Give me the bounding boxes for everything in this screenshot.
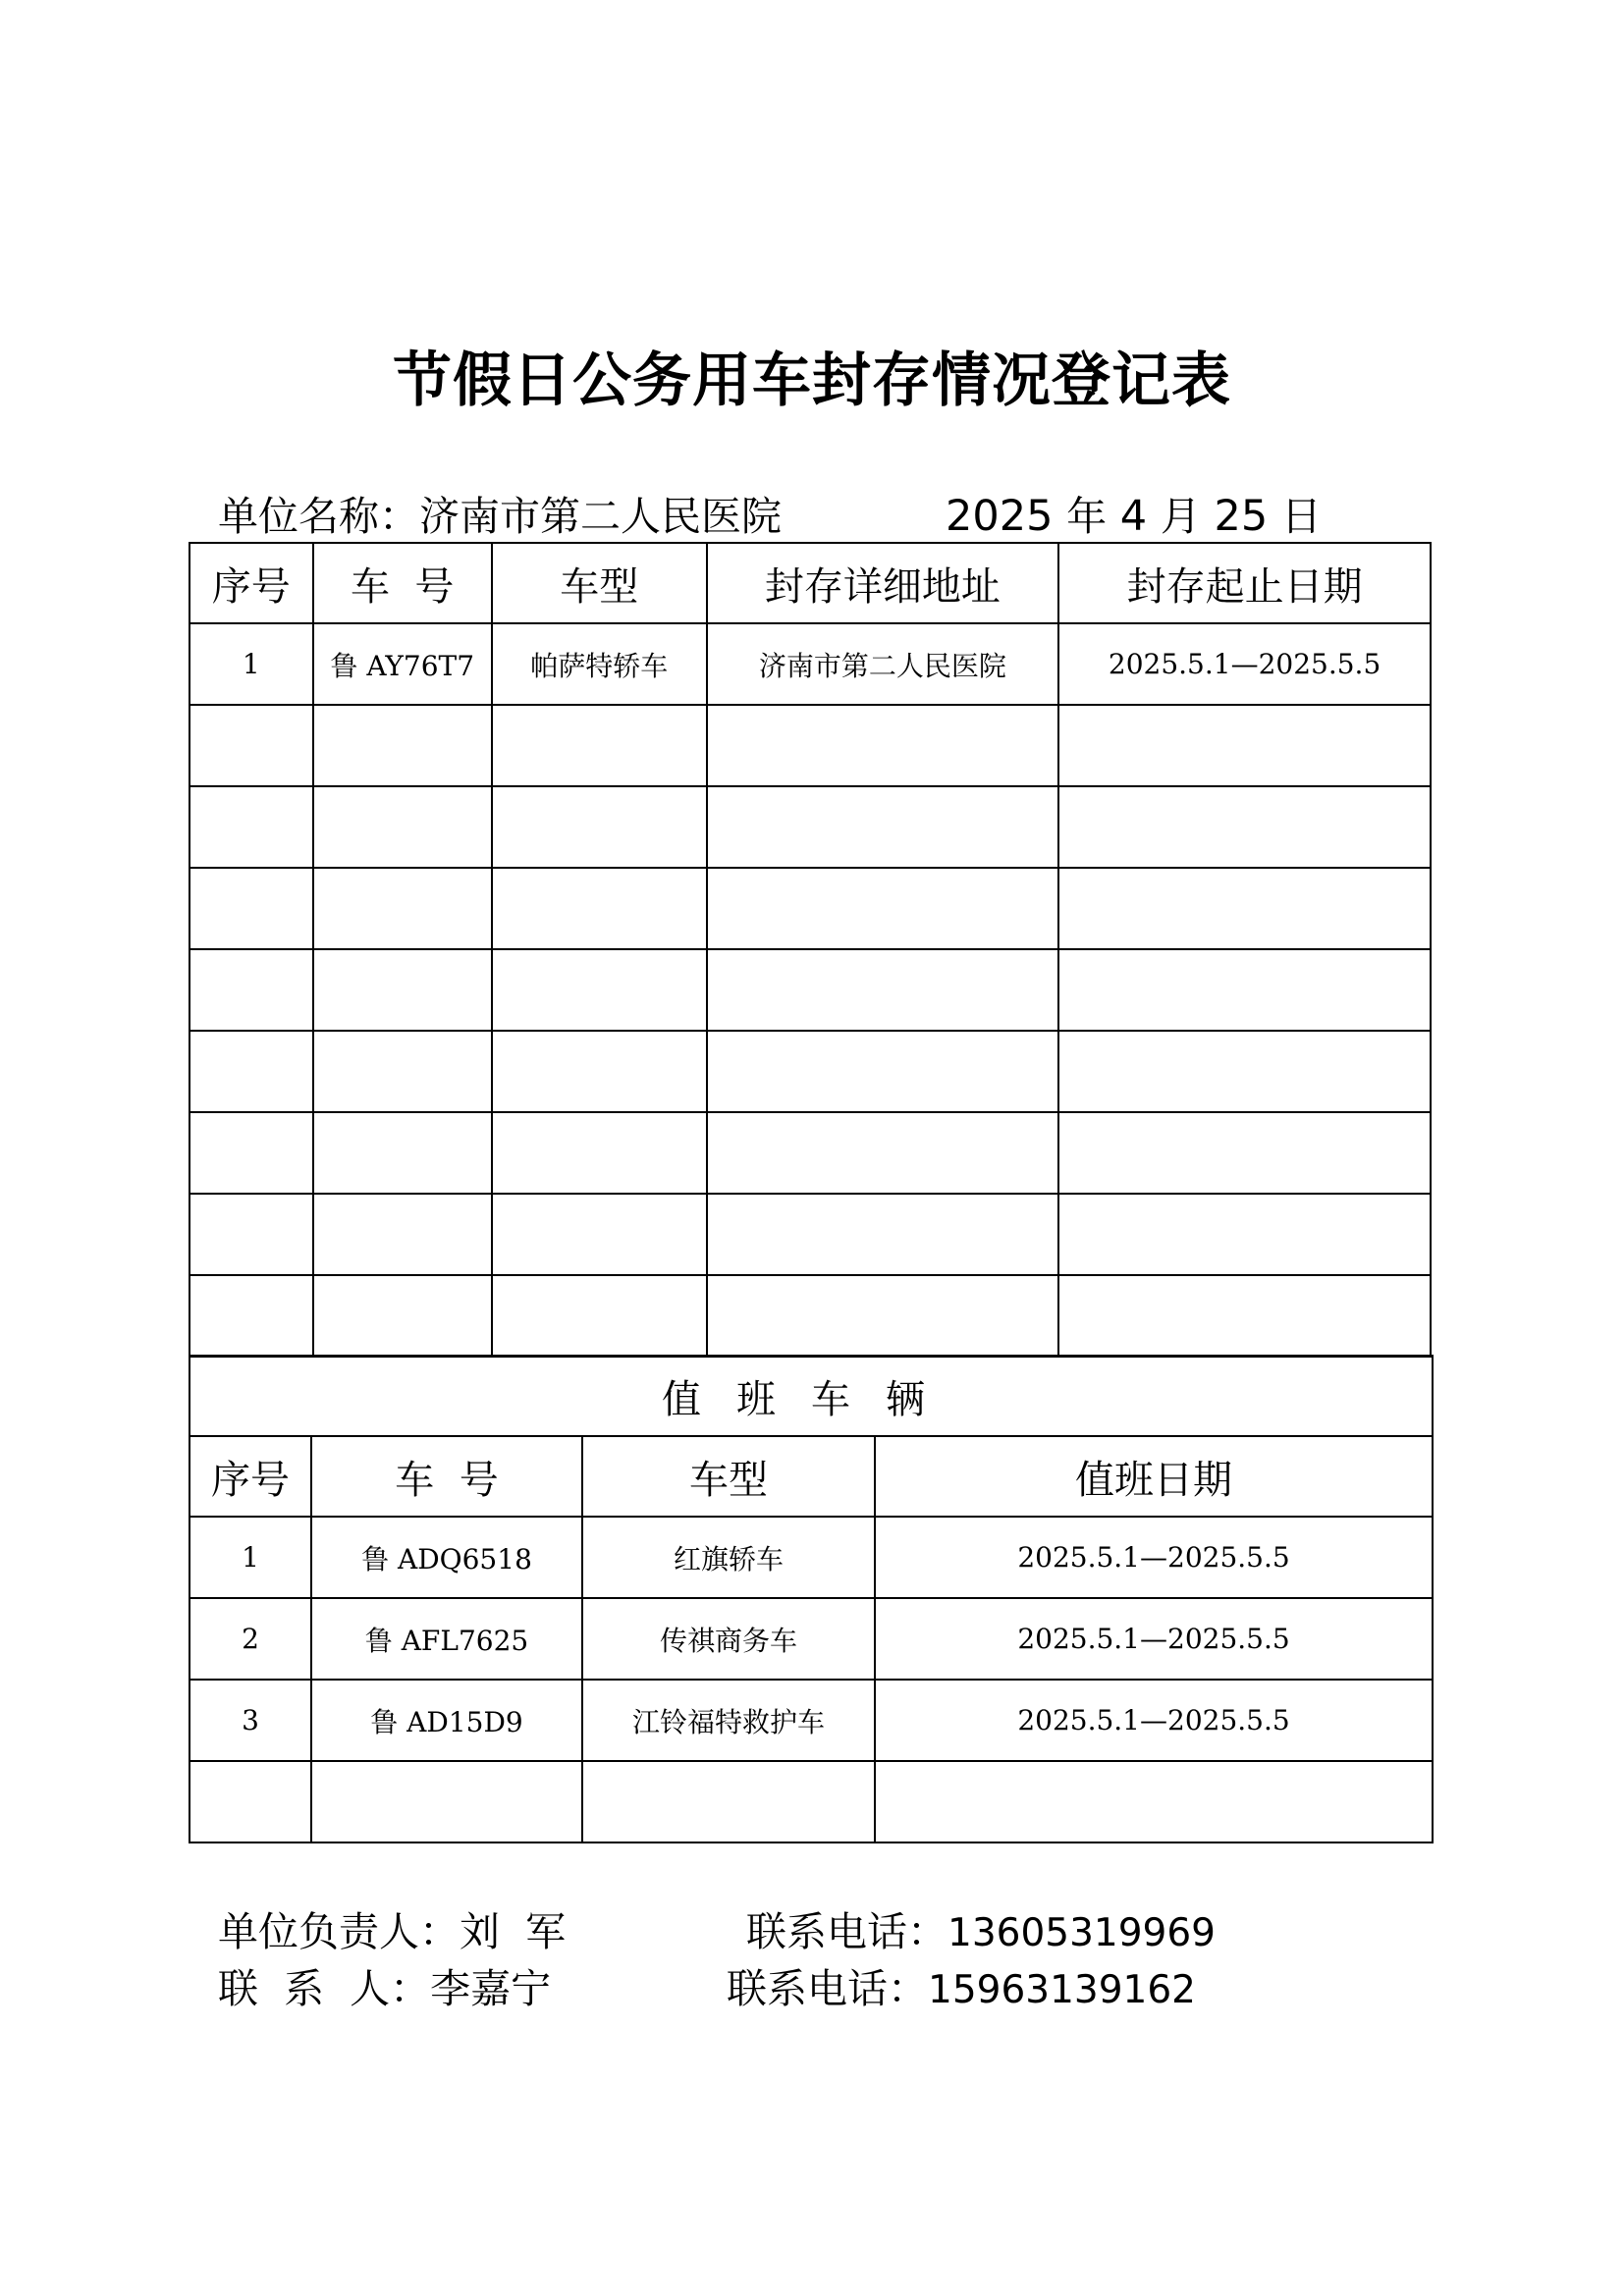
table-row	[189, 1112, 1431, 1194]
header-address: 封存详细地址	[707, 543, 1059, 623]
cell-plate	[313, 1194, 492, 1275]
cell-index	[189, 705, 313, 786]
header-duty-period: 值班日期	[875, 1436, 1433, 1517]
page-title: 节假日公务用车封存情况登记表	[393, 347, 1231, 415]
header-model: 车型	[582, 1436, 875, 1517]
cell-index: 1	[189, 623, 313, 705]
cell-model: 江铃福特救护车	[582, 1680, 875, 1761]
contact-line	[218, 1956, 551, 2014]
cell-plate: 鲁 AD15D9	[311, 1680, 582, 1761]
cell-index: 3	[189, 1680, 311, 1761]
header-model: 车型	[492, 543, 707, 623]
table-row	[189, 705, 1431, 786]
date-year: 2025	[946, 492, 1054, 541]
cell-index	[189, 1275, 313, 1357]
table-row	[189, 1275, 1431, 1357]
duty-vehicles-table	[189, 1355, 1434, 1843]
cell-plate: 鲁 ADQ6518	[311, 1517, 582, 1598]
contact-phone: 15963139162	[928, 1968, 1196, 2012]
date-month: 4	[1119, 492, 1148, 541]
cell-duty-period: 2025.5.1—2025.5.5	[875, 1598, 1433, 1680]
header-index: 序号	[189, 543, 313, 623]
cell-model	[492, 786, 707, 868]
form-date	[946, 484, 1322, 542]
cell-duty-period: 2025.5.1—2025.5.5	[875, 1517, 1433, 1598]
section-title-row	[189, 1356, 1433, 1436]
cell-plate	[313, 705, 492, 786]
cell-model: 红旗轿车	[582, 1517, 875, 1598]
cell-plate	[313, 1112, 492, 1194]
cell-model	[492, 705, 707, 786]
date-day: 25	[1214, 492, 1269, 541]
header-period: 封存起止日期	[1058, 543, 1431, 623]
cell-period: 2025.5.1—2025.5.5	[1058, 623, 1431, 705]
cell-index	[189, 1031, 313, 1112]
cell-period	[1058, 786, 1431, 868]
cell-period	[1058, 705, 1431, 786]
cell-plate: 鲁 AY76T7	[313, 623, 492, 705]
cell-address	[707, 1112, 1059, 1194]
leader-phone-label: 联系电话：	[746, 1908, 947, 1955]
cell-address	[707, 705, 1059, 786]
cell-address: 济南市第二人民医院	[707, 623, 1059, 705]
table-row	[189, 623, 1431, 705]
section-title: 值班车辆	[189, 1356, 1433, 1436]
cell-model	[492, 1194, 707, 1275]
cell-duty-period	[875, 1761, 1433, 1842]
leader-line	[218, 1899, 566, 1957]
cell-plate	[311, 1761, 582, 1842]
leader-label: 单位负责人：刘 军	[218, 1908, 567, 1955]
cell-index	[189, 1112, 313, 1194]
header-plate: 车 号	[311, 1436, 582, 1517]
table-row	[189, 868, 1431, 949]
leader-phone-line	[746, 1899, 1216, 1957]
table-row	[189, 1680, 1433, 1761]
cell-index	[189, 786, 313, 868]
cell-address	[707, 1275, 1059, 1357]
cell-plate	[313, 1031, 492, 1112]
cell-index	[189, 868, 313, 949]
table-row	[189, 1761, 1433, 1842]
cell-duty-period: 2025.5.1—2025.5.5	[875, 1680, 1433, 1761]
cell-plate	[313, 949, 492, 1031]
contact-phone-line	[727, 1956, 1196, 2014]
cell-model	[492, 949, 707, 1031]
date-month-unit: 月	[1160, 493, 1201, 540]
cell-period	[1058, 1194, 1431, 1275]
table-row	[189, 1031, 1431, 1112]
date-year-unit: 年	[1066, 493, 1108, 540]
table-row	[189, 1194, 1431, 1275]
table-row	[189, 786, 1431, 868]
cell-index	[189, 1761, 311, 1842]
table-row	[189, 1517, 1433, 1598]
cell-period	[1058, 949, 1431, 1031]
table-row	[189, 949, 1431, 1031]
cell-model	[492, 1112, 707, 1194]
cell-model	[492, 868, 707, 949]
cell-address	[707, 868, 1059, 949]
cell-address	[707, 786, 1059, 868]
contact-label: 联 系 人：李嘉宁	[218, 1965, 552, 2012]
cell-model: 传祺商务车	[582, 1598, 875, 1680]
cell-plate	[313, 786, 492, 868]
cell-plate: 鲁 AFL7625	[311, 1598, 582, 1680]
header-plate: 车 号	[313, 543, 492, 623]
cell-address	[707, 949, 1059, 1031]
cell-plate	[313, 868, 492, 949]
cell-model	[492, 1031, 707, 1112]
cell-model: 帕萨特轿车	[492, 623, 707, 705]
cell-index: 2	[189, 1598, 311, 1680]
sealed-vehicles-table	[189, 542, 1432, 1358]
cell-plate	[313, 1275, 492, 1357]
cell-index	[189, 1194, 313, 1275]
cell-period	[1058, 868, 1431, 949]
cell-model	[492, 1275, 707, 1357]
header-index: 序号	[189, 1436, 311, 1517]
contact-phone-label: 联系电话：	[727, 1965, 928, 2012]
cell-period	[1058, 1275, 1431, 1357]
cell-address	[707, 1194, 1059, 1275]
cell-index: 1	[189, 1517, 311, 1598]
cell-period	[1058, 1031, 1431, 1112]
leader-phone: 13605319969	[947, 1911, 1216, 1955]
table-header-row	[189, 1436, 1433, 1517]
cell-period	[1058, 1112, 1431, 1194]
unit-name: 单位名称：济南市第二人民医院	[218, 493, 782, 540]
table-header-row	[189, 543, 1431, 623]
cell-model	[582, 1761, 875, 1842]
cell-address	[707, 1031, 1059, 1112]
cell-index	[189, 949, 313, 1031]
date-day-unit: 日	[1280, 493, 1322, 540]
table-row	[189, 1598, 1433, 1680]
